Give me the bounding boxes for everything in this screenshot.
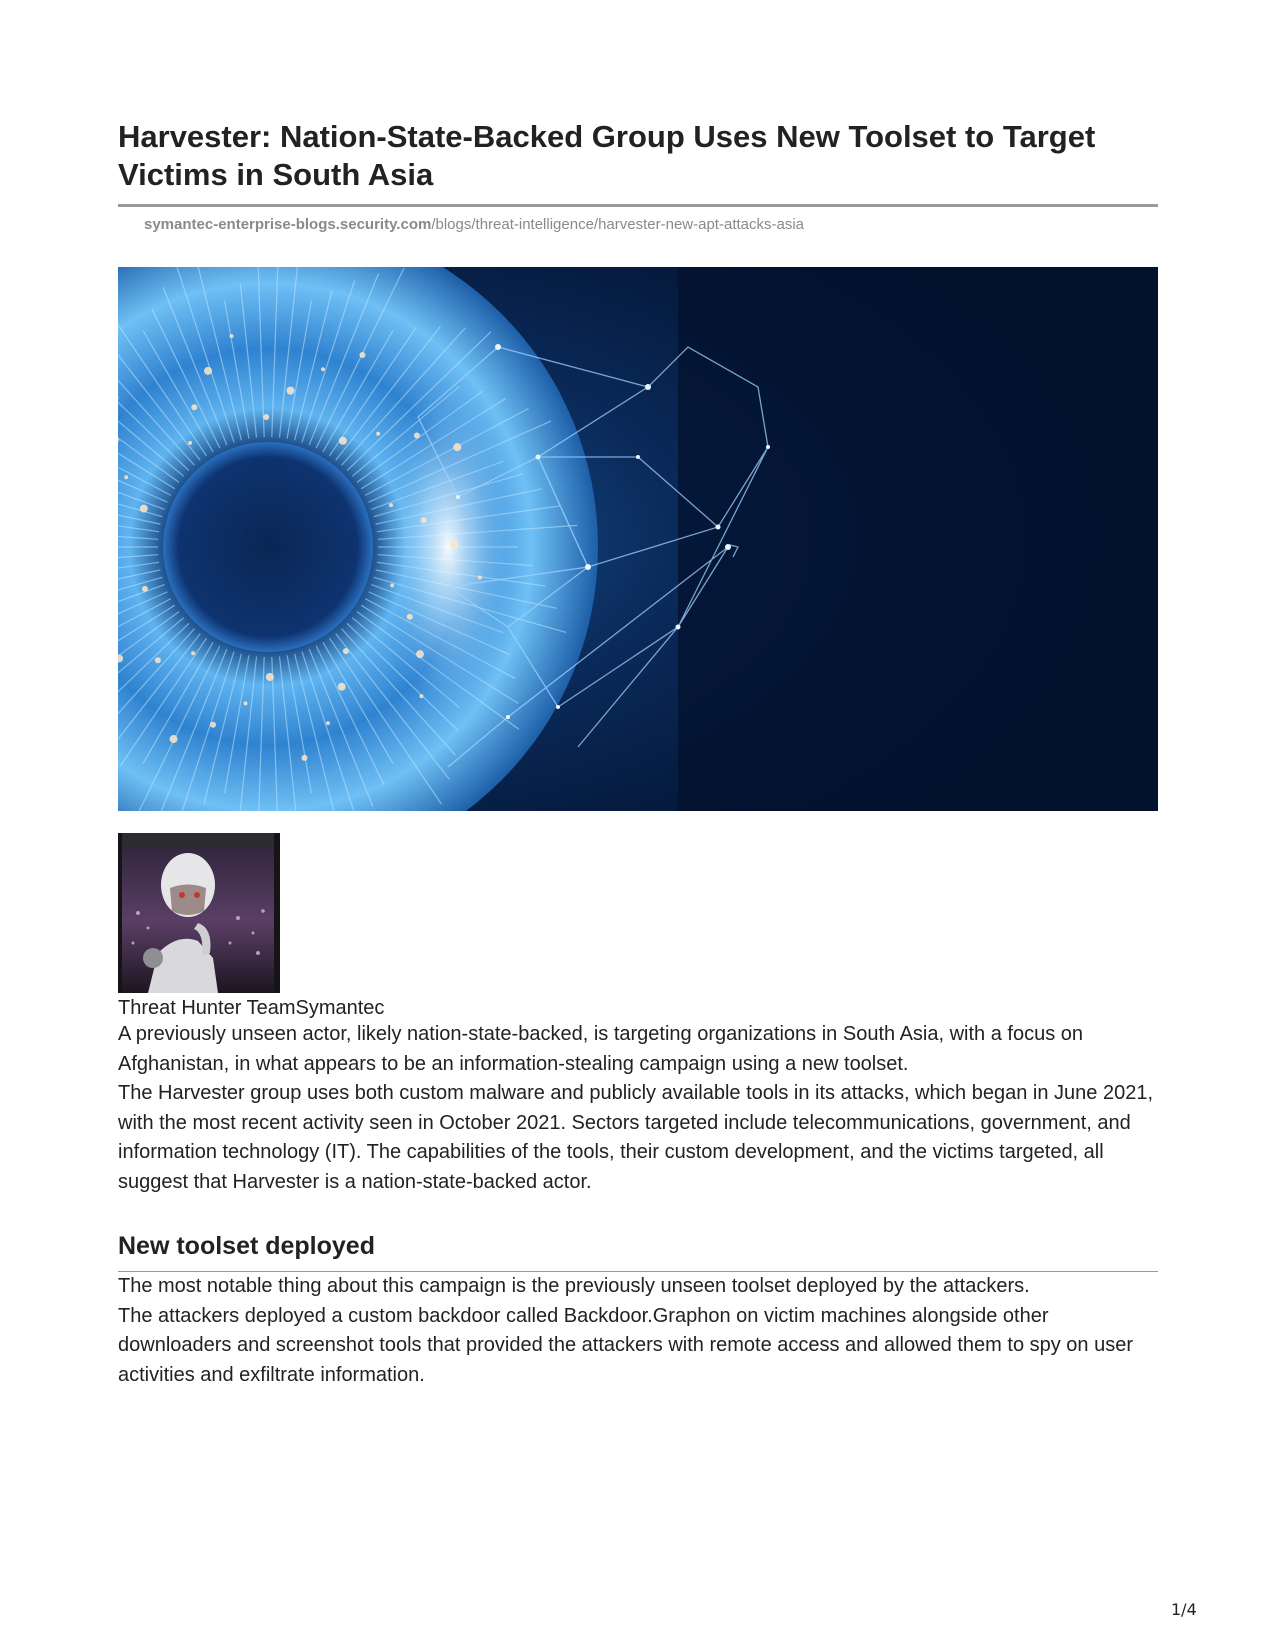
source-url[interactable] — [144, 216, 1158, 234]
cyber-eye-illustration — [118, 267, 1158, 811]
section-heading: New toolset deployed — [118, 1232, 375, 1260]
title-divider — [118, 204, 1158, 207]
article-title: Harvester: Nation-State-Backed Group Uses New Toolset to Target Victims in South Asia — [118, 119, 1096, 192]
url-domain: symantec-enterprise-blogs.security.com — [144, 216, 432, 233]
section-paragraph: The most notable thing about this campaign is the previously unseen toolset deployed by the attackers. — [118, 1275, 1030, 1297]
author-name: Threat Hunter TeamSymantec — [118, 997, 385, 1019]
hero-image — [118, 267, 1158, 811]
intro-paragraph: A previously unseen actor, likely nation-state-backed, is targeting organizations in South Asia, with a focus on Afghanistan, in what appears to be an information-stealing campaign using a new toolset. — [118, 1023, 1083, 1075]
url-path: /blogs/threat-intelligence/harvester-new-apt-attacks-asia — [431, 216, 805, 233]
article — [118, 118, 1158, 1390]
overview-paragraph: The Harvester group uses both custom malware and publicly available tools in its attacks, which began in June 2021, with the most recent activity seen in October 2021. Sectors targeted include telecommunications, government, and information technology (IT). The capabilities of the tools, their custom development, and the victims targeted, all suggest that Harvester is a nation-state-backed actor. — [118, 1082, 1154, 1193]
author-avatar — [118, 833, 280, 993]
robot-avatar-image — [118, 833, 280, 993]
page-number: 1/4 — [1171, 1600, 1197, 1619]
section-paragraph: The attackers deployed a custom backdoor called Backdoor.Graphon on victim machines alongside other downloaders and screenshot tools that provided the attackers with remote access and allowed them to spy on user activities and exfiltrate information. — [118, 1304, 1134, 1386]
